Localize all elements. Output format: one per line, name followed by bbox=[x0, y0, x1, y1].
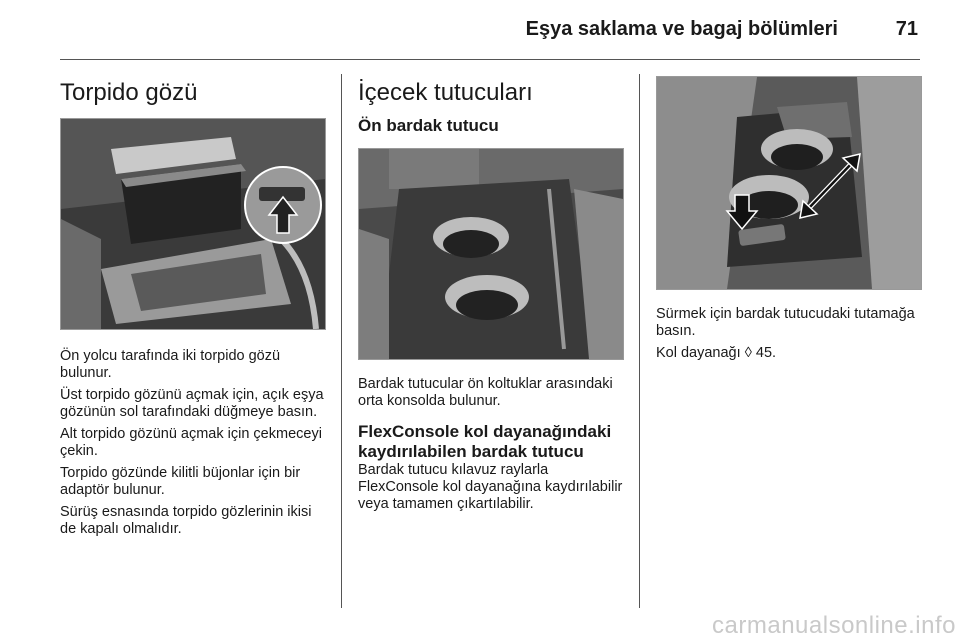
cupholder-text bbox=[358, 376, 624, 410]
paragraph: Üst torpido gözünü açmak için, açık eşya gözünün sol tarafındaki düğmeye basın. bbox=[60, 387, 324, 420]
subheading-flexconsole: FlexConsole kol dayanağındaki kaydırılabilen bardak tutucu bbox=[358, 422, 612, 461]
column-cupholders bbox=[358, 74, 624, 513]
paragraph: Bardak tutucu kılavuz raylarla FlexConsole kol dayanağına kaydırılabilir veya tamamen çıkartılabilir. bbox=[358, 462, 623, 512]
reference-page[interactable]: 45. bbox=[755, 345, 777, 361]
paragraph: Sürüş esnasında torpido gözlerinin ikisi de kapalı olmalıdır. bbox=[60, 504, 312, 537]
subheading-front-cupholder: Ön bardak tutucu bbox=[358, 116, 499, 135]
section-heading-cupholders: İçecek tutucuları bbox=[358, 79, 533, 106]
column-divider-left bbox=[341, 74, 342, 608]
flexconsole-text bbox=[358, 462, 624, 513]
flexconsole-photo bbox=[656, 76, 922, 290]
paragraph: Torpido gözünde kilitli büjonlar için bir adaptör bulunur. bbox=[60, 465, 301, 498]
header-rule bbox=[60, 59, 920, 60]
column-divider-right bbox=[639, 74, 640, 608]
watermark: carmanualsonline.info bbox=[712, 612, 956, 639]
page-header bbox=[60, 0, 920, 60]
glovebox-photo bbox=[60, 118, 326, 330]
front-cupholder-photo bbox=[358, 148, 624, 360]
paragraph: Bardak tutucular ön koltuklar arasındaki orta konsolda bulunur. bbox=[358, 376, 613, 409]
section-heading-glovebox: Torpido gözü bbox=[60, 79, 198, 106]
reference-label: Kol dayanağı bbox=[656, 345, 741, 361]
reference-arrow-icon: ◊ bbox=[744, 345, 752, 361]
column-flexconsole bbox=[656, 74, 922, 362]
paragraph: Sürmek için bardak tutucudaki tutamağa basın. bbox=[656, 306, 915, 339]
paragraph: Ön yolcu tarafında iki torpido gözü bulunur. bbox=[60, 348, 281, 381]
paragraph: Alt torpido gözünü açmak için çekmeceyi çekin. bbox=[60, 426, 322, 459]
page-number: 71 bbox=[895, 18, 918, 40]
column-glovebox bbox=[60, 74, 326, 538]
glovebox-text bbox=[60, 348, 326, 538]
flexconsole-instructions bbox=[656, 306, 922, 362]
paragraph-reference bbox=[656, 345, 922, 362]
header-title: Eşya saklama ve bagaj bölümleri bbox=[525, 18, 838, 40]
